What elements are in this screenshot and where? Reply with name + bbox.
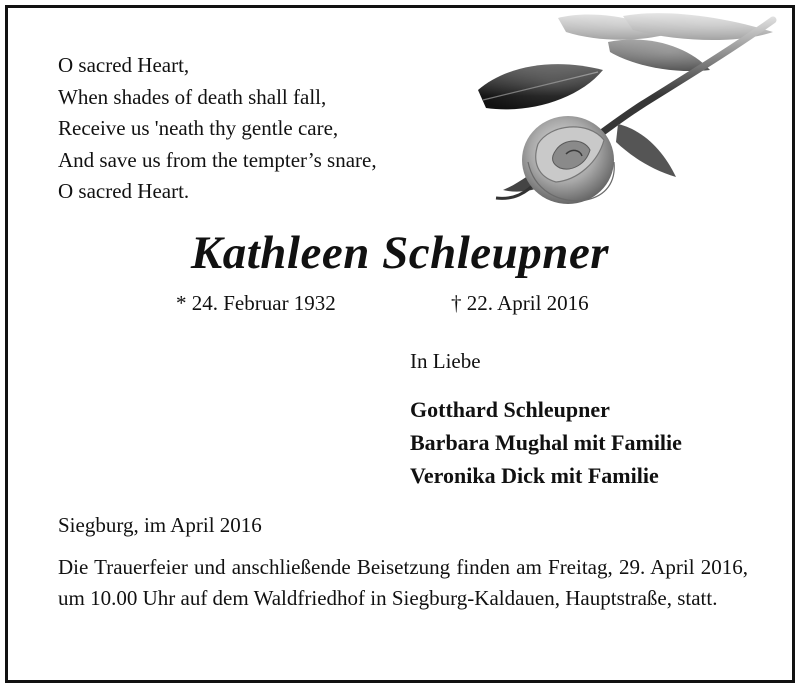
poem-line: O sacred Heart. (58, 179, 190, 203)
place-date: Siegburg, im April 2016 (58, 513, 262, 537)
rose-image (438, 12, 788, 222)
poem-line: When shades of death shall fall, (58, 84, 327, 109)
poem (58, 50, 377, 208)
poem-line: Receive us 'neath thy gentle care, (58, 116, 339, 140)
mourner-name: Barbara Mughal mit Familie (410, 430, 682, 455)
funeral-info: Die Trauerfeier und anschließende Beisetzung finden am Freitag, 29. April 2016, um 10.00 Uhr auf dem Waldfriedhof in Siegburg-Kaldauen, Hauptstraße, statt. (58, 555, 748, 610)
poem-line: O sacred Heart, (58, 53, 190, 77)
mourner-name: Veronika Dick mit Familie (410, 463, 659, 488)
in-love-label: In Liebe (410, 349, 481, 373)
death-date: † 22. April 2016 (451, 291, 589, 315)
birth-date: * 24. Februar 1932 (176, 291, 336, 315)
obituary-notice (5, 5, 795, 683)
deceased-name: Kathleen Schleupner (190, 227, 610, 279)
poem-line: And save us from the tempter’s snare, (58, 147, 377, 172)
mourner-name: Gotthard Schleupner (410, 397, 610, 422)
mourners-list (410, 393, 682, 492)
